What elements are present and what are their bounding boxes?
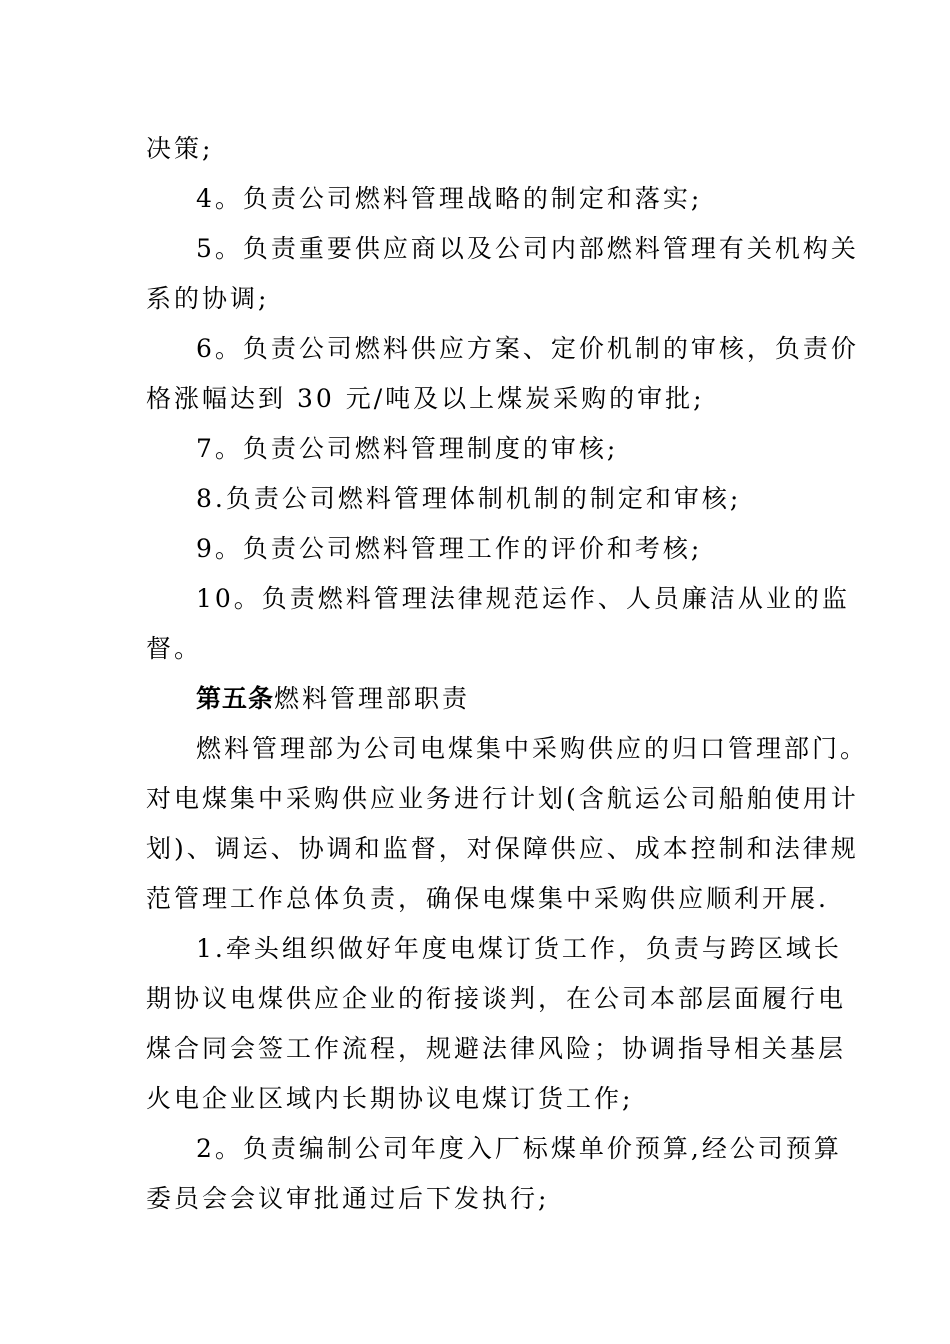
article-title: 燃料管理部职责: [274, 684, 471, 713]
text-line: 期协议电煤供应企业的衔接谈判，在公司本部层面履行电: [146, 984, 847, 1013]
text-line: 10。负责燃料管理法律规范运作、人员廉洁从业的监: [196, 584, 850, 613]
article-five-heading: [196, 684, 470, 714]
text-line: 5。负责重要供应商以及公司内部燃料管理有关机构关: [196, 234, 859, 263]
text-line: 9。负责公司燃料管理工作的评价和考核;: [196, 534, 703, 563]
text-line: 火电企业区域内长期协议电煤订货工作;: [146, 1084, 634, 1113]
text-line: 格涨幅达到 30 元/吨及以上煤炭采购的审批;: [146, 384, 705, 413]
text-line: 督。: [146, 634, 203, 663]
text-line: 6。负责公司燃料供应方案、定价机制的审核，负责价: [196, 334, 859, 363]
text-line: 1.牵头组织做好年度电煤订货工作，负责与跨区域长: [196, 934, 842, 963]
text-line: 决策;: [146, 134, 214, 163]
text-line: 对电煤集中采购供应业务进行计划(含航运公司船舶使用计: [146, 784, 859, 813]
text-line: 煤合同会签工作流程，规避法律风险；协调指导相关基层: [146, 1034, 847, 1063]
text-line: 2。负责编制公司年度入厂标煤单价预算,经公司预算: [196, 1134, 842, 1163]
text-line: 系的协调;: [146, 284, 270, 313]
text-line: 委员会会议审批通过后下发执行;: [146, 1184, 550, 1213]
text-line: 范管理工作总体负责，确保电煤集中采购供应顺利开展.: [146, 884, 829, 913]
article-number: 第五条: [196, 684, 275, 713]
text-line: 4。负责公司燃料管理战略的制定和落实;: [196, 184, 703, 213]
text-line: 8.负责公司燃料管理体制机制的制定和审核;: [196, 484, 742, 513]
text-line: 7。负责公司燃料管理制度的审核;: [196, 434, 619, 463]
text-line: 燃料管理部为公司电煤集中采购供应的归口管理部门。: [196, 734, 869, 763]
text-line: 划)、调运、协调和监督，对保障供应、成本控制和法律规: [146, 834, 859, 863]
